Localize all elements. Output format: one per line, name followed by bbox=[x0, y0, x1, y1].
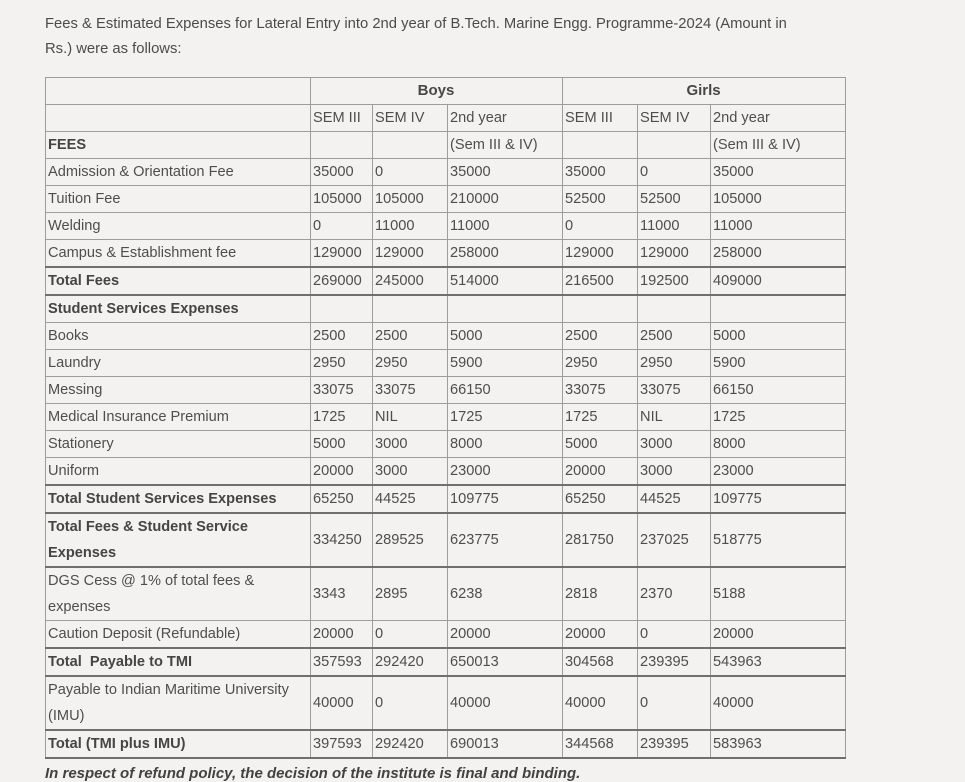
value-cell: 52500 bbox=[638, 186, 711, 213]
value-cell: 35000 bbox=[711, 159, 846, 186]
row-label: Tuition Fee bbox=[46, 186, 311, 213]
value-cell: 5900 bbox=[711, 350, 846, 377]
table-header bbox=[46, 78, 846, 132]
value-cell: 397593 bbox=[311, 730, 373, 758]
value-cell: 292420 bbox=[373, 730, 448, 758]
girls-group-header: Girls bbox=[563, 78, 846, 105]
value-cell: 5900 bbox=[448, 350, 563, 377]
group-header-row bbox=[46, 78, 846, 105]
value-cell: 33075 bbox=[563, 377, 638, 404]
row-label: Total (TMI plus IMU) bbox=[46, 730, 311, 758]
value-cell: 5000 bbox=[711, 323, 846, 350]
value-cell: 8000 bbox=[448, 431, 563, 458]
value-cell: 129000 bbox=[373, 240, 448, 268]
value-cell: 210000 bbox=[448, 186, 563, 213]
value-cell: 192500 bbox=[638, 267, 711, 295]
value-cell bbox=[311, 132, 373, 159]
value-cell: 690013 bbox=[448, 730, 563, 758]
table-row bbox=[46, 240, 846, 268]
value-cell: 2818 bbox=[563, 567, 638, 621]
value-cell: 292420 bbox=[373, 648, 448, 676]
fees-table bbox=[45, 77, 846, 759]
row-label: Total Student Services Expenses bbox=[46, 485, 311, 513]
value-cell: 129000 bbox=[638, 240, 711, 268]
value-cell bbox=[563, 295, 638, 323]
value-cell: 52500 bbox=[563, 186, 638, 213]
value-cell: 8000 bbox=[711, 431, 846, 458]
value-cell: 5000 bbox=[448, 323, 563, 350]
value-cell: 1725 bbox=[448, 404, 563, 431]
value-cell: 33075 bbox=[373, 377, 448, 404]
table-row bbox=[46, 648, 846, 676]
value-cell: 245000 bbox=[373, 267, 448, 295]
value-cell: 66150 bbox=[711, 377, 846, 404]
value-cell: 334250 bbox=[311, 513, 373, 567]
value-cell: 40000 bbox=[711, 676, 846, 730]
value-cell: NIL bbox=[373, 404, 448, 431]
row-label: FEES bbox=[46, 132, 311, 159]
table-row bbox=[46, 213, 846, 240]
value-cell: 2950 bbox=[373, 350, 448, 377]
value-cell: 1725 bbox=[711, 404, 846, 431]
value-cell: 1725 bbox=[563, 404, 638, 431]
table-row bbox=[46, 621, 846, 649]
table-row bbox=[46, 404, 846, 431]
value-cell: 11000 bbox=[638, 213, 711, 240]
boys-group-header: Boys bbox=[311, 78, 563, 105]
value-cell: 35000 bbox=[448, 159, 563, 186]
value-cell: 20000 bbox=[448, 621, 563, 649]
row-label: Payable to Indian Maritime University (IMU) bbox=[46, 676, 311, 730]
value-cell bbox=[448, 295, 563, 323]
value-cell: 20000 bbox=[563, 458, 638, 486]
value-cell: 2500 bbox=[563, 323, 638, 350]
table-row bbox=[46, 431, 846, 458]
value-cell: 216500 bbox=[563, 267, 638, 295]
row-label: Books bbox=[46, 323, 311, 350]
value-cell: 3343 bbox=[311, 567, 373, 621]
value-cell: 33075 bbox=[638, 377, 711, 404]
value-cell: 5000 bbox=[563, 431, 638, 458]
value-cell: 2500 bbox=[373, 323, 448, 350]
value-cell: 129000 bbox=[563, 240, 638, 268]
value-cell: 514000 bbox=[448, 267, 563, 295]
value-cell: 3000 bbox=[373, 431, 448, 458]
value-cell: 2950 bbox=[311, 350, 373, 377]
value-cell: 0 bbox=[638, 159, 711, 186]
value-cell: 2950 bbox=[638, 350, 711, 377]
value-cell: 20000 bbox=[563, 621, 638, 649]
value-cell: 40000 bbox=[448, 676, 563, 730]
value-cell: 5188 bbox=[711, 567, 846, 621]
value-cell bbox=[638, 295, 711, 323]
value-cell: 258000 bbox=[448, 240, 563, 268]
table-row bbox=[46, 267, 846, 295]
row-label: Admission & Orientation Fee bbox=[46, 159, 311, 186]
value-cell: 289525 bbox=[373, 513, 448, 567]
row-label: Student Services Expenses bbox=[46, 295, 311, 323]
value-cell bbox=[638, 132, 711, 159]
value-cell: 3000 bbox=[638, 431, 711, 458]
corner-cell bbox=[46, 78, 311, 105]
value-cell: 2500 bbox=[638, 323, 711, 350]
value-cell: 109775 bbox=[448, 485, 563, 513]
value-cell: 2895 bbox=[373, 567, 448, 621]
value-cell: 409000 bbox=[711, 267, 846, 295]
table-row bbox=[46, 676, 846, 730]
value-cell bbox=[711, 295, 846, 323]
value-cell: 239395 bbox=[638, 730, 711, 758]
value-cell bbox=[373, 295, 448, 323]
column-header: SEM III bbox=[563, 105, 638, 132]
value-cell: 2370 bbox=[638, 567, 711, 621]
value-cell: 6238 bbox=[448, 567, 563, 621]
table-row bbox=[46, 132, 846, 159]
value-cell: 650013 bbox=[448, 648, 563, 676]
value-cell: 40000 bbox=[311, 676, 373, 730]
row-label: Uniform bbox=[46, 458, 311, 486]
row-label: Total Fees bbox=[46, 267, 311, 295]
row-label: Medical Insurance Premium bbox=[46, 404, 311, 431]
value-cell: 35000 bbox=[563, 159, 638, 186]
table-row bbox=[46, 513, 846, 567]
value-cell: 66150 bbox=[448, 377, 563, 404]
value-cell: 237025 bbox=[638, 513, 711, 567]
column-header: 2nd year bbox=[711, 105, 846, 132]
value-cell: 65250 bbox=[563, 485, 638, 513]
value-cell: 11000 bbox=[711, 213, 846, 240]
value-cell: 1725 bbox=[311, 404, 373, 431]
value-cell: 239395 bbox=[638, 648, 711, 676]
value-cell: 518775 bbox=[711, 513, 846, 567]
value-cell: 0 bbox=[638, 676, 711, 730]
value-cell: 5000 bbox=[311, 431, 373, 458]
value-cell: 0 bbox=[373, 621, 448, 649]
intro-text bbox=[45, 12, 925, 62]
value-cell: 129000 bbox=[311, 240, 373, 268]
table-row bbox=[46, 323, 846, 350]
value-cell: 0 bbox=[638, 621, 711, 649]
table-row bbox=[46, 295, 846, 323]
value-cell: 2500 bbox=[311, 323, 373, 350]
value-cell: 109775 bbox=[711, 485, 846, 513]
value-cell: 0 bbox=[373, 676, 448, 730]
value-cell: 23000 bbox=[711, 458, 846, 486]
value-cell: 40000 bbox=[563, 676, 638, 730]
value-cell: 11000 bbox=[448, 213, 563, 240]
value-cell: 583963 bbox=[711, 730, 846, 758]
row-label: Caution Deposit (Refundable) bbox=[46, 621, 311, 649]
value-cell bbox=[373, 132, 448, 159]
value-cell: 11000 bbox=[373, 213, 448, 240]
value-cell: 0 bbox=[311, 213, 373, 240]
value-cell: 2950 bbox=[563, 350, 638, 377]
column-header: SEM IV bbox=[638, 105, 711, 132]
intro-line-2: Rs.) were as follows: bbox=[45, 41, 182, 57]
table-row bbox=[46, 377, 846, 404]
value-cell: 20000 bbox=[311, 621, 373, 649]
value-cell: 304568 bbox=[563, 648, 638, 676]
value-cell: 3000 bbox=[638, 458, 711, 486]
value-cell: 543963 bbox=[711, 648, 846, 676]
value-cell bbox=[563, 132, 638, 159]
value-cell: 269000 bbox=[311, 267, 373, 295]
table-row bbox=[46, 485, 846, 513]
row-label: Messing bbox=[46, 377, 311, 404]
value-cell: 357593 bbox=[311, 648, 373, 676]
value-cell: (Sem III & IV) bbox=[448, 132, 563, 159]
table-row bbox=[46, 458, 846, 486]
value-cell: (Sem III & IV) bbox=[711, 132, 846, 159]
row-label: Stationery bbox=[46, 431, 311, 458]
empty-header-cell bbox=[46, 105, 311, 132]
value-cell: 20000 bbox=[311, 458, 373, 486]
row-label: Laundry bbox=[46, 350, 311, 377]
value-cell: 65250 bbox=[311, 485, 373, 513]
table-row bbox=[46, 730, 846, 758]
value-cell: 23000 bbox=[448, 458, 563, 486]
value-cell: 44525 bbox=[638, 485, 711, 513]
row-label: Total Fees & Student Service Expenses bbox=[46, 513, 311, 567]
value-cell: 3000 bbox=[373, 458, 448, 486]
row-label: Welding bbox=[46, 213, 311, 240]
table-row bbox=[46, 186, 846, 213]
sem-header-row bbox=[46, 105, 846, 132]
refund-policy-note: In respect of refund policy, the decision of the institute is final and binding. bbox=[45, 765, 581, 782]
value-cell: 623775 bbox=[448, 513, 563, 567]
value-cell bbox=[311, 295, 373, 323]
row-label: DGS Cess @ 1% of total fees & expenses bbox=[46, 567, 311, 621]
column-header: SEM IV bbox=[373, 105, 448, 132]
value-cell: 35000 bbox=[311, 159, 373, 186]
table-row bbox=[46, 350, 846, 377]
row-label: Total Payable to TMI bbox=[46, 648, 311, 676]
value-cell: 33075 bbox=[311, 377, 373, 404]
value-cell: 0 bbox=[373, 159, 448, 186]
value-cell: 281750 bbox=[563, 513, 638, 567]
value-cell: 105000 bbox=[311, 186, 373, 213]
value-cell: 20000 bbox=[711, 621, 846, 649]
row-label: Campus & Establishment fee bbox=[46, 240, 311, 268]
table-row bbox=[46, 567, 846, 621]
value-cell: 105000 bbox=[711, 186, 846, 213]
table-row bbox=[46, 159, 846, 186]
value-cell: 44525 bbox=[373, 485, 448, 513]
column-header: SEM III bbox=[311, 105, 373, 132]
value-cell: 258000 bbox=[711, 240, 846, 268]
intro-line-1: Fees & Estimated Expenses for Lateral Entry into 2nd year of B.Tech. Marine Engg. Programme-2024 (Amount in bbox=[45, 16, 787, 32]
value-cell: 0 bbox=[563, 213, 638, 240]
value-cell: 105000 bbox=[373, 186, 448, 213]
column-header: 2nd year bbox=[448, 105, 563, 132]
value-cell: NIL bbox=[638, 404, 711, 431]
value-cell: 344568 bbox=[563, 730, 638, 758]
fees-table-body bbox=[46, 132, 846, 759]
